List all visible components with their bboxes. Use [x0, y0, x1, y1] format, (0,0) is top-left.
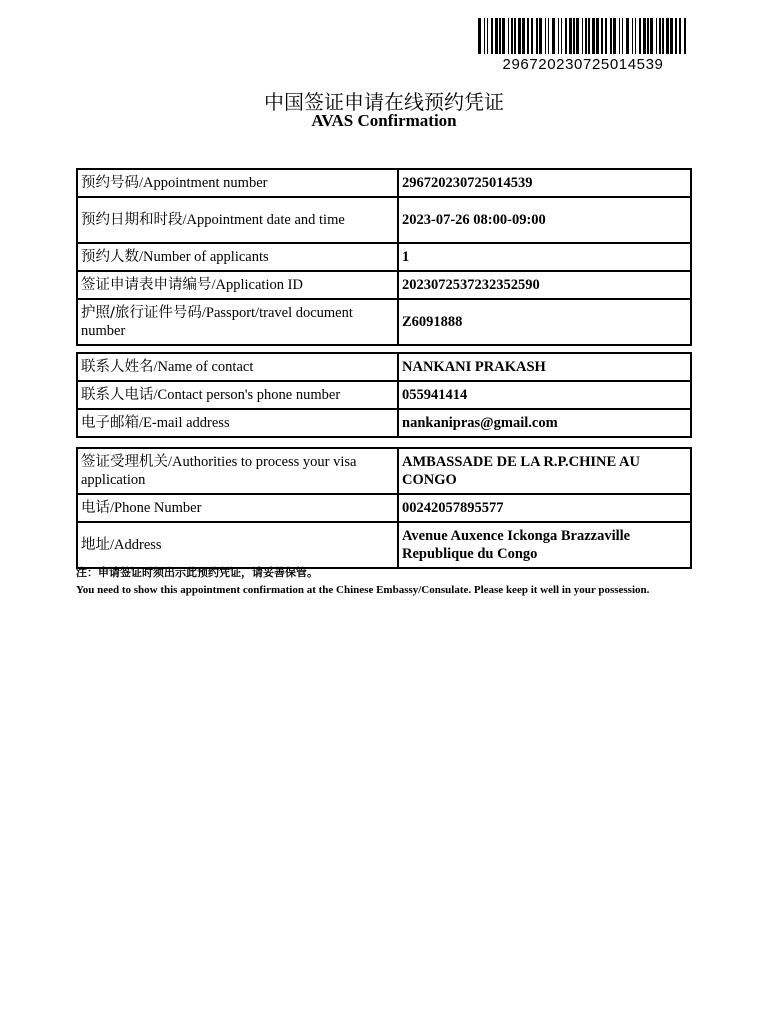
label-cell — [77, 169, 398, 197]
table-row — [77, 381, 691, 409]
table-row — [77, 494, 691, 522]
authority-value: AMBASSADE DE LA R.P.CHINE AU CONGO — [398, 448, 691, 494]
contact-table — [76, 352, 692, 438]
label-cell — [77, 299, 398, 345]
passport-number-value: Z6091888 — [398, 299, 691, 345]
label-cn: 预约号码 — [81, 175, 139, 191]
authority-phone-value: 00242057895577 — [398, 494, 691, 522]
email-value: nankanipras@gmail.com — [398, 409, 691, 437]
table-row — [77, 169, 691, 197]
label-cn: 护照/旅行证件号码 — [81, 305, 202, 321]
label-en: /Phone Number — [110, 500, 202, 516]
label-cell — [77, 271, 398, 299]
table-row — [77, 271, 691, 299]
label-cell — [77, 197, 398, 243]
label-cell — [77, 381, 398, 409]
label-cell — [77, 243, 398, 271]
page-title-english: AVAS Confirmation — [311, 111, 457, 130]
label-cell — [77, 353, 398, 381]
contact-name-value: NANKANI PRAKASH — [398, 353, 691, 381]
page-title-chinese: 中国签证申请在线预约凭证 — [264, 90, 504, 114]
application-id-value: 2023072537232352590 — [398, 271, 691, 299]
label-cn: 联系人电话 — [81, 387, 154, 403]
label-cell — [77, 409, 398, 437]
label-cn: 预约日期和时段 — [81, 212, 183, 228]
label-cn: 签证受理机关 — [81, 454, 168, 470]
contact-phone-value: 055941414 — [398, 381, 691, 409]
label-cn: 签证申请表申请编号 — [81, 277, 212, 293]
table-row — [77, 409, 691, 437]
appointment-number-value: 296720230725014539 — [398, 169, 691, 197]
label-en: /Authorities to process your visa application — [81, 454, 357, 488]
table-row — [77, 197, 691, 243]
table-row — [77, 299, 691, 345]
barcode — [478, 18, 688, 54]
label-cell — [77, 522, 398, 568]
table-row — [77, 448, 691, 494]
label-cell — [77, 494, 398, 522]
label-cn: 电话 — [81, 500, 110, 516]
table-row — [77, 522, 691, 568]
table-row — [77, 243, 691, 271]
label-cn: 地址 — [81, 537, 110, 553]
label-en: /E-mail address — [139, 415, 230, 431]
address-value: Avenue Auxence Ickonga Brazzaville Republique du Congo — [398, 522, 691, 568]
label-en: /Application ID — [211, 277, 303, 293]
label-en: /Appointment date and time — [182, 212, 345, 228]
authority-table — [76, 447, 692, 569]
applicants-count-value: 1 — [398, 243, 691, 271]
label-en: /Appointment number — [139, 175, 268, 191]
label-cn: 联系人姓名 — [81, 359, 154, 375]
label-en: /Address — [110, 537, 162, 553]
appointment-table — [76, 168, 692, 346]
appointment-date-value: 2023-07-26 08:00-09:00 — [398, 197, 691, 243]
label-cell — [77, 448, 398, 494]
note-english: You need to show this appointment confirmation at the Chinese Embassy/Consulate. Please keep it well in your possession. — [76, 584, 650, 596]
label-en: /Passport/travel document number — [81, 305, 353, 339]
label-en: /Contact person's phone number — [153, 387, 341, 403]
label-cn: 电子邮箱 — [81, 415, 139, 431]
barcode-number: 296720230725014539 — [502, 56, 664, 73]
label-en: /Number of applicants — [139, 249, 269, 265]
note-chinese: 注：申请签证时须出示此预约凭证，请妥善保管。 — [76, 566, 318, 579]
label-en: /Name of contact — [153, 359, 254, 375]
table-row — [77, 353, 691, 381]
label-cn: 预约人数 — [81, 249, 139, 265]
